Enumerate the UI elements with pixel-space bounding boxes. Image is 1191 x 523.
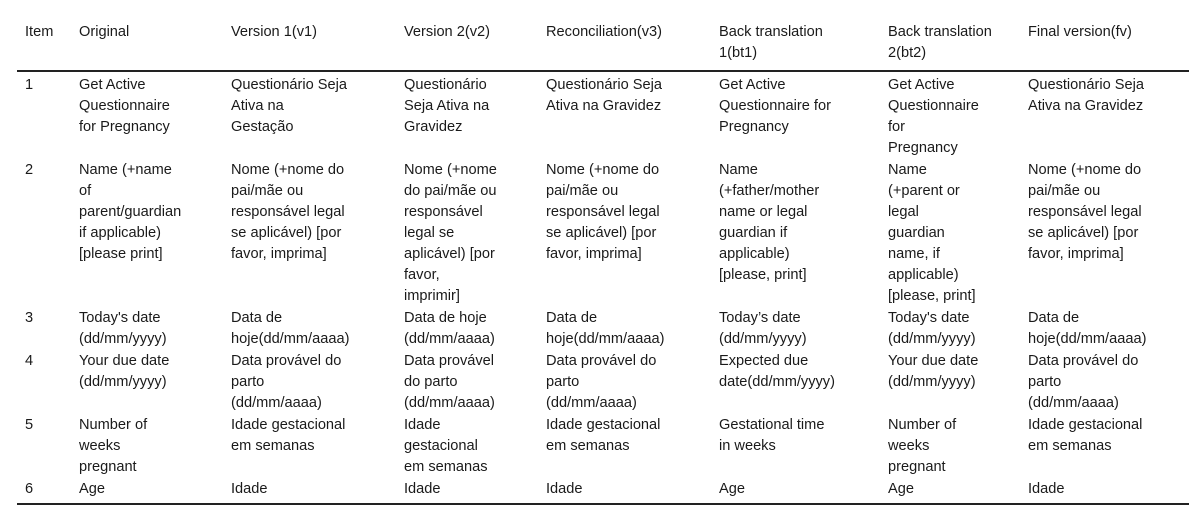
- header-back-translation-2: Back translation 2(bt2): [888, 24, 992, 61]
- cell-reconciliation: Questionário Seja Ativa na Gravidez: [546, 77, 663, 114]
- cell-item: 6: [25, 481, 34, 497]
- cell-original: Today's date (dd/mm/yyyy): [79, 310, 167, 347]
- cell-version-2: Nome (+nome do pai/mãe ou responsável legal se aplicável) [por favor, imprimir]: [404, 162, 497, 304]
- cell-back-translation-2: Your due date (dd/mm/yyyy): [888, 353, 979, 390]
- cell-back-translation-2: Age: [888, 481, 914, 497]
- cell-final-version: Idade gestacional em semanas: [1028, 417, 1143, 454]
- cell-back-translation-2: Today's date (dd/mm/yyyy): [888, 310, 976, 347]
- cell-original: Your due date (dd/mm/yyyy): [79, 353, 170, 390]
- table-row: [17, 351, 1189, 415]
- cell-item: 1: [25, 77, 34, 93]
- cell-item: 5: [25, 417, 34, 433]
- header-original: Original: [79, 24, 130, 40]
- cell-reconciliation: Idade gestacional em semanas: [546, 417, 661, 454]
- cell-final-version: Data de hoje(dd/mm/aaaa): [1028, 310, 1147, 347]
- cell-version-1: Data de hoje(dd/mm/aaaa): [231, 310, 350, 347]
- table-row: [17, 71, 1189, 160]
- cell-version-2: Idade gestacional em semanas: [404, 417, 488, 475]
- cell-final-version: Idade: [1028, 481, 1065, 497]
- cell-back-translation-1: Gestational time in weeks: [719, 417, 825, 454]
- cell-back-translation-1: Today’s date (dd/mm/yyyy): [719, 310, 807, 347]
- table-row: [17, 415, 1189, 479]
- cell-version-1: Idade: [231, 481, 268, 497]
- cell-reconciliation: Data provável do parto (dd/mm/aaaa): [546, 353, 657, 411]
- cell-original: Number of weeks pregnant: [79, 417, 148, 475]
- cell-item: 3: [25, 310, 34, 326]
- cell-back-translation-1: Age: [719, 481, 745, 497]
- cell-original: Name (+name of parent/guardian if applicable) [please print]: [79, 162, 182, 262]
- cell-version-1: Nome (+nome do pai/mãe ou responsável legal se aplicável) [por favor, imprima]: [231, 162, 345, 262]
- cell-back-translation-1: Expected due date(dd/mm/yyyy): [719, 353, 835, 390]
- cell-item: 4: [25, 353, 34, 369]
- cell-original: Age: [79, 481, 105, 497]
- cell-original: Get Active Questionnaire for Pregnancy: [79, 77, 170, 135]
- table-row: [17, 160, 1189, 308]
- header-final-version: Final version(fv): [1028, 24, 1132, 40]
- cell-version-1: Questionário Seja Ativa na Gestação: [231, 77, 348, 135]
- translation-table: [17, 12, 1189, 505]
- cell-version-2: Data de hoje (dd/mm/aaaa): [404, 310, 495, 347]
- cell-reconciliation: Idade: [546, 481, 583, 497]
- header-back-translation-1: Back translation 1(bt1): [719, 24, 823, 61]
- cell-reconciliation: Data de hoje(dd/mm/aaaa): [546, 310, 665, 347]
- cell-back-translation-2: Name (+parent or legal guardian name, if applicable) [please, print]: [888, 162, 976, 304]
- header-row: [17, 12, 1189, 71]
- cell-version-2: Idade: [404, 481, 441, 497]
- header-reconciliation: Reconciliation(v3): [546, 24, 662, 40]
- cell-back-translation-2: Number of weeks pregnant: [888, 417, 957, 475]
- header-item: Item: [25, 24, 54, 40]
- cell-final-version: Data provável do parto (dd/mm/aaaa): [1028, 353, 1139, 411]
- cell-item: 2: [25, 162, 34, 178]
- table-body: [17, 71, 1189, 504]
- cell-final-version: Questionário Seja Ativa na Gravidez: [1028, 77, 1145, 114]
- header-version-2: Version 2(v2): [404, 24, 490, 40]
- header-version-1: Version 1(v1): [231, 24, 317, 40]
- cell-back-translation-1: Name (+father/mother name or legal guardian if applicable) [please, print]: [719, 162, 820, 283]
- table-header: [17, 12, 1189, 71]
- cell-version-2: Data provável do parto (dd/mm/aaaa): [404, 353, 495, 411]
- cell-version-1: Idade gestacional em semanas: [231, 417, 346, 454]
- cell-reconciliation: Nome (+nome do pai/mãe ou responsável legal se aplicável) [por favor, imprima]: [546, 162, 660, 262]
- cell-back-translation-2: Get Active Questionnaire for Pregnancy: [888, 77, 979, 156]
- table-row: [17, 308, 1189, 351]
- cell-version-1: Data provável do parto (dd/mm/aaaa): [231, 353, 342, 411]
- cell-final-version: Nome (+nome do pai/mãe ou responsável legal se aplicável) [por favor, imprima]: [1028, 162, 1142, 262]
- cell-back-translation-1: Get Active Questionnaire for Pregnancy: [719, 77, 831, 135]
- table-row: [17, 479, 1189, 504]
- cell-version-2: Questionário Seja Ativa na Gravidez: [404, 77, 490, 135]
